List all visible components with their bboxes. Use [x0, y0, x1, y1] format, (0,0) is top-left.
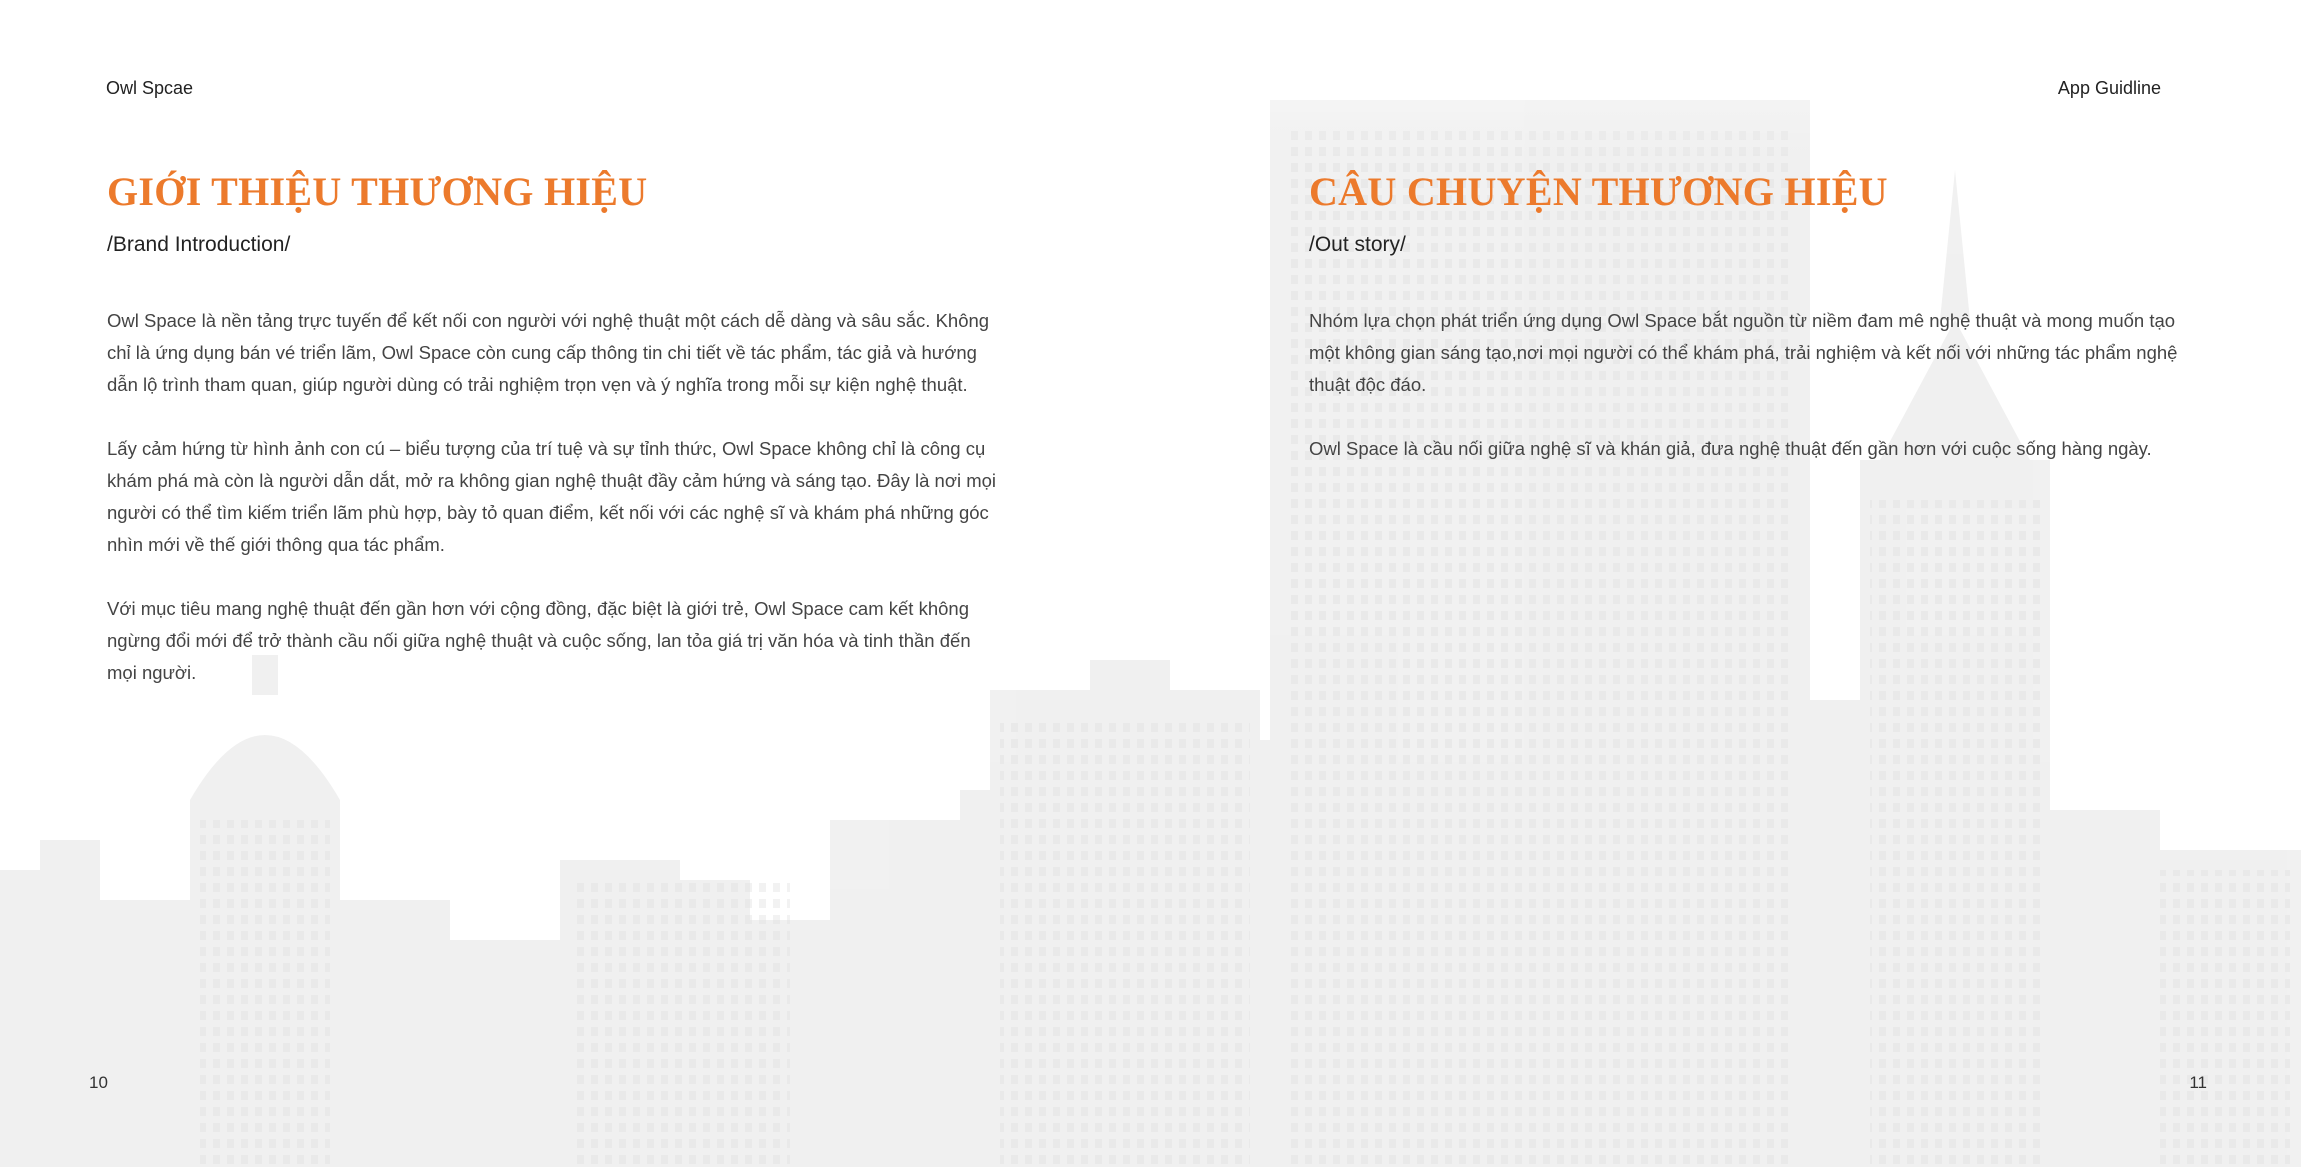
right-page — [1150, 0, 2301, 1167]
page-number: 10 — [89, 1073, 108, 1092]
paragraph: Nhóm lựa chọn phát triển ứng dụng Owl Space bắt nguồn từ niềm đam mê nghệ thuật và mong muốn tạo một không gian sáng tạo,nơi mọi người có thể khám phá, trải nghiệm và kết nối với những tác phẩm nghệ thuật độc đáo. — [1309, 310, 2178, 395]
page-subtitle: /Brand Introduction/ — [107, 233, 291, 256]
paragraph: Với mục tiêu mang nghệ thuật đến gần hơn với cộng đồng, đặc biệt là giới trẻ, Owl Space cam kết không ngừng đổi mới để trở thành cầu nối giữa nghệ thuật và cuộc sống, lan tỏa giá trị văn hóa và tinh thần đến mọi người. — [107, 598, 971, 683]
paragraph: Lấy cảm hứng từ hình ảnh con cú – biểu tượng của trí tuệ và sự tỉnh thức, Owl Space không chỉ là công cụ khám phá mà còn là người dẫn dắt, mở ra không gian nghệ thuật đầy cảm hứng và sáng tạo. Đây là nơi mọi người có thể tìm kiếm triển lãm phù hợp, bày tỏ quan điểm, kết nối với các nghệ sĩ và khám phá những góc nhìn mới về thế giới thông qua tác phẩm. — [107, 438, 997, 555]
page-number: 11 — [2189, 1073, 2207, 1092]
page-subtitle: /Out story/ — [1309, 233, 1406, 256]
page-title: GIỚI THIỆU THƯƠNG HIỆU — [107, 169, 648, 214]
paragraph: Owl Space là nền tảng trực tuyến để kết nối con người với nghệ thuật một cách dễ dàng và sâu sắc. Không chỉ là ứng dụng bán vé triển lãm, Owl Space còn cung cấp thông tin chi tiết về tác phẩm, tác giả và hướng dẫn lộ trình tham quan, giúp người dùng có trải nghiệm trọn vẹn và ý nghĩa trong mỗi sự kiện nghệ thuật. — [107, 310, 990, 395]
paragraph: Owl Space là cầu nối giữa nghệ sĩ và khán giả, đưa nghệ thuật đến gần hơn với cuộc sống hàng ngày. — [1309, 438, 2152, 459]
page-title: CÂU CHUYỆN THƯƠNG HIỆU — [1309, 169, 1888, 214]
body-text — [1309, 305, 2189, 497]
body-text — [107, 305, 997, 721]
running-head: App Guidline — [2057, 78, 2161, 98]
running-head: Owl Spcae — [106, 78, 194, 98]
left-page — [0, 0, 1150, 1167]
